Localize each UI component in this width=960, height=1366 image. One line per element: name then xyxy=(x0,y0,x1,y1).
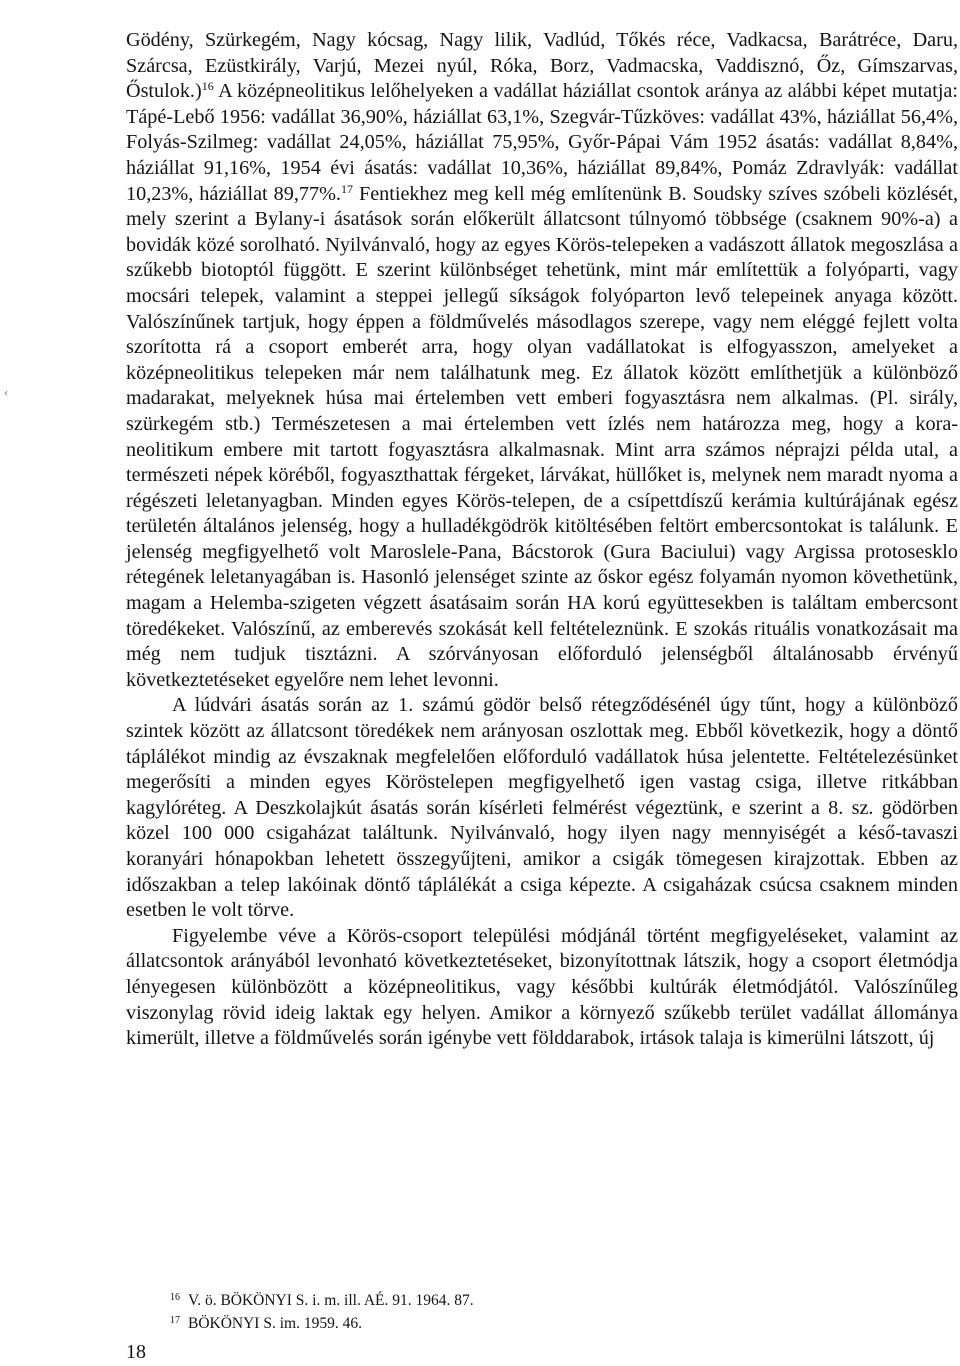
paragraph-text: Fentiekhez meg kell még említenünk B. Soudsky szíves szóbeli közlését, mely szerint a Bylany-i ásatások során előkerült állatcsont túlnyomó többsége (csaknem 90%-a) a bovidák közé sorolható. Nyilvánvaló, hogy az egyes Körös-telepeken a vadászott állatok megoszlása a szűkebb biotoptól függött. E szerint különbséget tehetünk, mint már említettük a folyóparti, vagy mocsári telepek, valamint a steppei jellegű síkságok folyóparton levő telepeinek anyaga között. Valószínűnek tartjuk, hogy éppen a földművelés másodlagos szerepe, vagy nem eléggé fejlett volta szorította rá a csoport emberét arra, hogy olyan vadállatokat is elfogyasszon, amelyeket a középneolitikus telepeken már nem találhatunk meg. Ez állatok között említhetjük a különböző madarakat, melyeknek húsa mai értelemben vett emberi fogyasztásra nem alkalmas. (Pl. sirály, szürkegém stb.) Természetesen a mai értelemben vett ízlés nem határozza meg, hogy a kora-neolitikum embere mit tartott fogyasztásra alkalmasnak. Mint arra számos néprajzi példa utal, a természeti népek köréből, fogyaszthattak férgeket, lárvákat, hüllőket is, melynek nem maradt nyoma a régészeti leletanyagban. Minden egyes Körös-telepen, de a csípettdíszű kerámia kultúrájának egész területén általános jelenség, hogy a hulladékgödrök kitöltésében feltört embercsontokat is találunk. E jelenség megfigyelhető volt Maroslele-Pana, Bácstorok (Gura Baciului) vagy Argissa protosesklo rétegének leletanyagában is. Hasonló jelenséget szinte az őskor egész folyamán nyomon követhetünk, magam a Helemba-szigeten végzett ásatásaim során HA korú együttesekben is találtam embercsont töredékeket. Valószínű, az emberevés szokását kell feltételeznünk. E szokás rituális vonatkozásait ma még nem tudjuk tisztázni. A szórványosan előforduló jelenségből általánosabb érvényű következtetéseket egyelőre nem lehet levonni. xyxy=(126,182,958,691)
footnote-ref: 16 xyxy=(201,79,214,94)
footnote-text: BÖKÖNYI S. im. 1959. 46. xyxy=(188,1315,362,1332)
paragraph xyxy=(126,924,958,1052)
paragraph-text: A középneolitikus lelőhelyeken a vadállat háziállat csontok aránya az alábbi képet mutatja: Tápé-Lebő 1956: vadállat 36,90%, háziállat 63,1%, Szegvár-Tűzköves: vadállat 43%, háziállat 56,4%, Folyás-Szilmeg: vadállat 24,05%, háziállat 75,95%, Győr-Pápai Vám 1952 ásatás: vadállat 8,84%, háziállat 91,16%, 1954 évi ásatás: vadállat 10,36%, háziállat 89,84%, Pomáz Zdravlyák: vadállat 10,23%, háziállat 89,77%. xyxy=(126,80,958,205)
paragraph xyxy=(126,28,958,693)
footnote-number: 17 xyxy=(170,1315,180,1326)
footnote xyxy=(170,1311,930,1334)
paragraph-text: Figyelembe véve a Körös-csoport települési módjánál történt megfigyeléseket, valamint az állatcsontok arányából levonható következtetéseket, bizonyítottnak látszik, hogy a csoport életmódja lényegesen különbözött a középneolitikus, vagy későbbi kultúrák életmódjától. Valószínűleg viszonylag rövid ideig laktak egy helyen. Amikor a környező szűkebb terület vadállat állománya kimerült, illetve a földművelés során igénybe vett földdarabok, irtások talaja is kimerülni látszott, új xyxy=(126,924,958,1050)
paragraph-text: Gödény, Szürkegém, Nagy kócsag, Nagy lilik, Vadlúd, Tőkés réce, Vadkacsa, Barátréce, Daru, Szárcsa, Ezüstkirály, Varjú, Mezei nyúl, Róka, Borz, Vadmacska, Vaddisznó, Őz, Gímszarvas, Őstulok.) xyxy=(126,29,958,103)
footnote-number: 16 xyxy=(170,1292,180,1303)
page-number: 18 xyxy=(126,1341,146,1363)
footnote-text: V. ö. BÖKÖNYI S. i. m. ill. AÉ. 91. 1964. 87. xyxy=(188,1292,474,1309)
footnotes xyxy=(170,1288,930,1334)
paragraph-text: A lúdvári ásatás során az 1. számú gödör belső rétegződésénél úgy tűnt, hogy a különböző szintek között az állatcsont töredékek nem arányosan oszlottak meg. Ebből következik, hogy a döntő táplálékot mindig az évszaknak megfelelően előforduló vadállatok húsa jelentette. Feltételezésünket megerősíti a minden egyes Köröstelepen megfigyelhető igen vastag csiga, illetve ritkábban kagylóréteg. A Deszkolajkút ásatás során kísérleti felmérést végeztünk, e szerint a 8. sz. gödörben közel 100 000 csigaházat találtunk. Nyilvánvaló, hogy ilyen nagy mennyiségét a késő-tavaszi koranyári hónapokban lehetett összegyűjteni, amikor a csigák tömegesen kirajzottak. Ebben az időszakban a telep lakóinak döntő táplálékát a csiga képezte. A csigaházak csúcsa csaknem minden esetben le volt törve. xyxy=(126,694,958,922)
footnote-ref: 17 xyxy=(340,181,353,196)
margin-mark: ‹ xyxy=(4,384,9,399)
body-text xyxy=(126,28,958,1052)
paragraph xyxy=(126,693,958,923)
footnote xyxy=(170,1288,930,1311)
